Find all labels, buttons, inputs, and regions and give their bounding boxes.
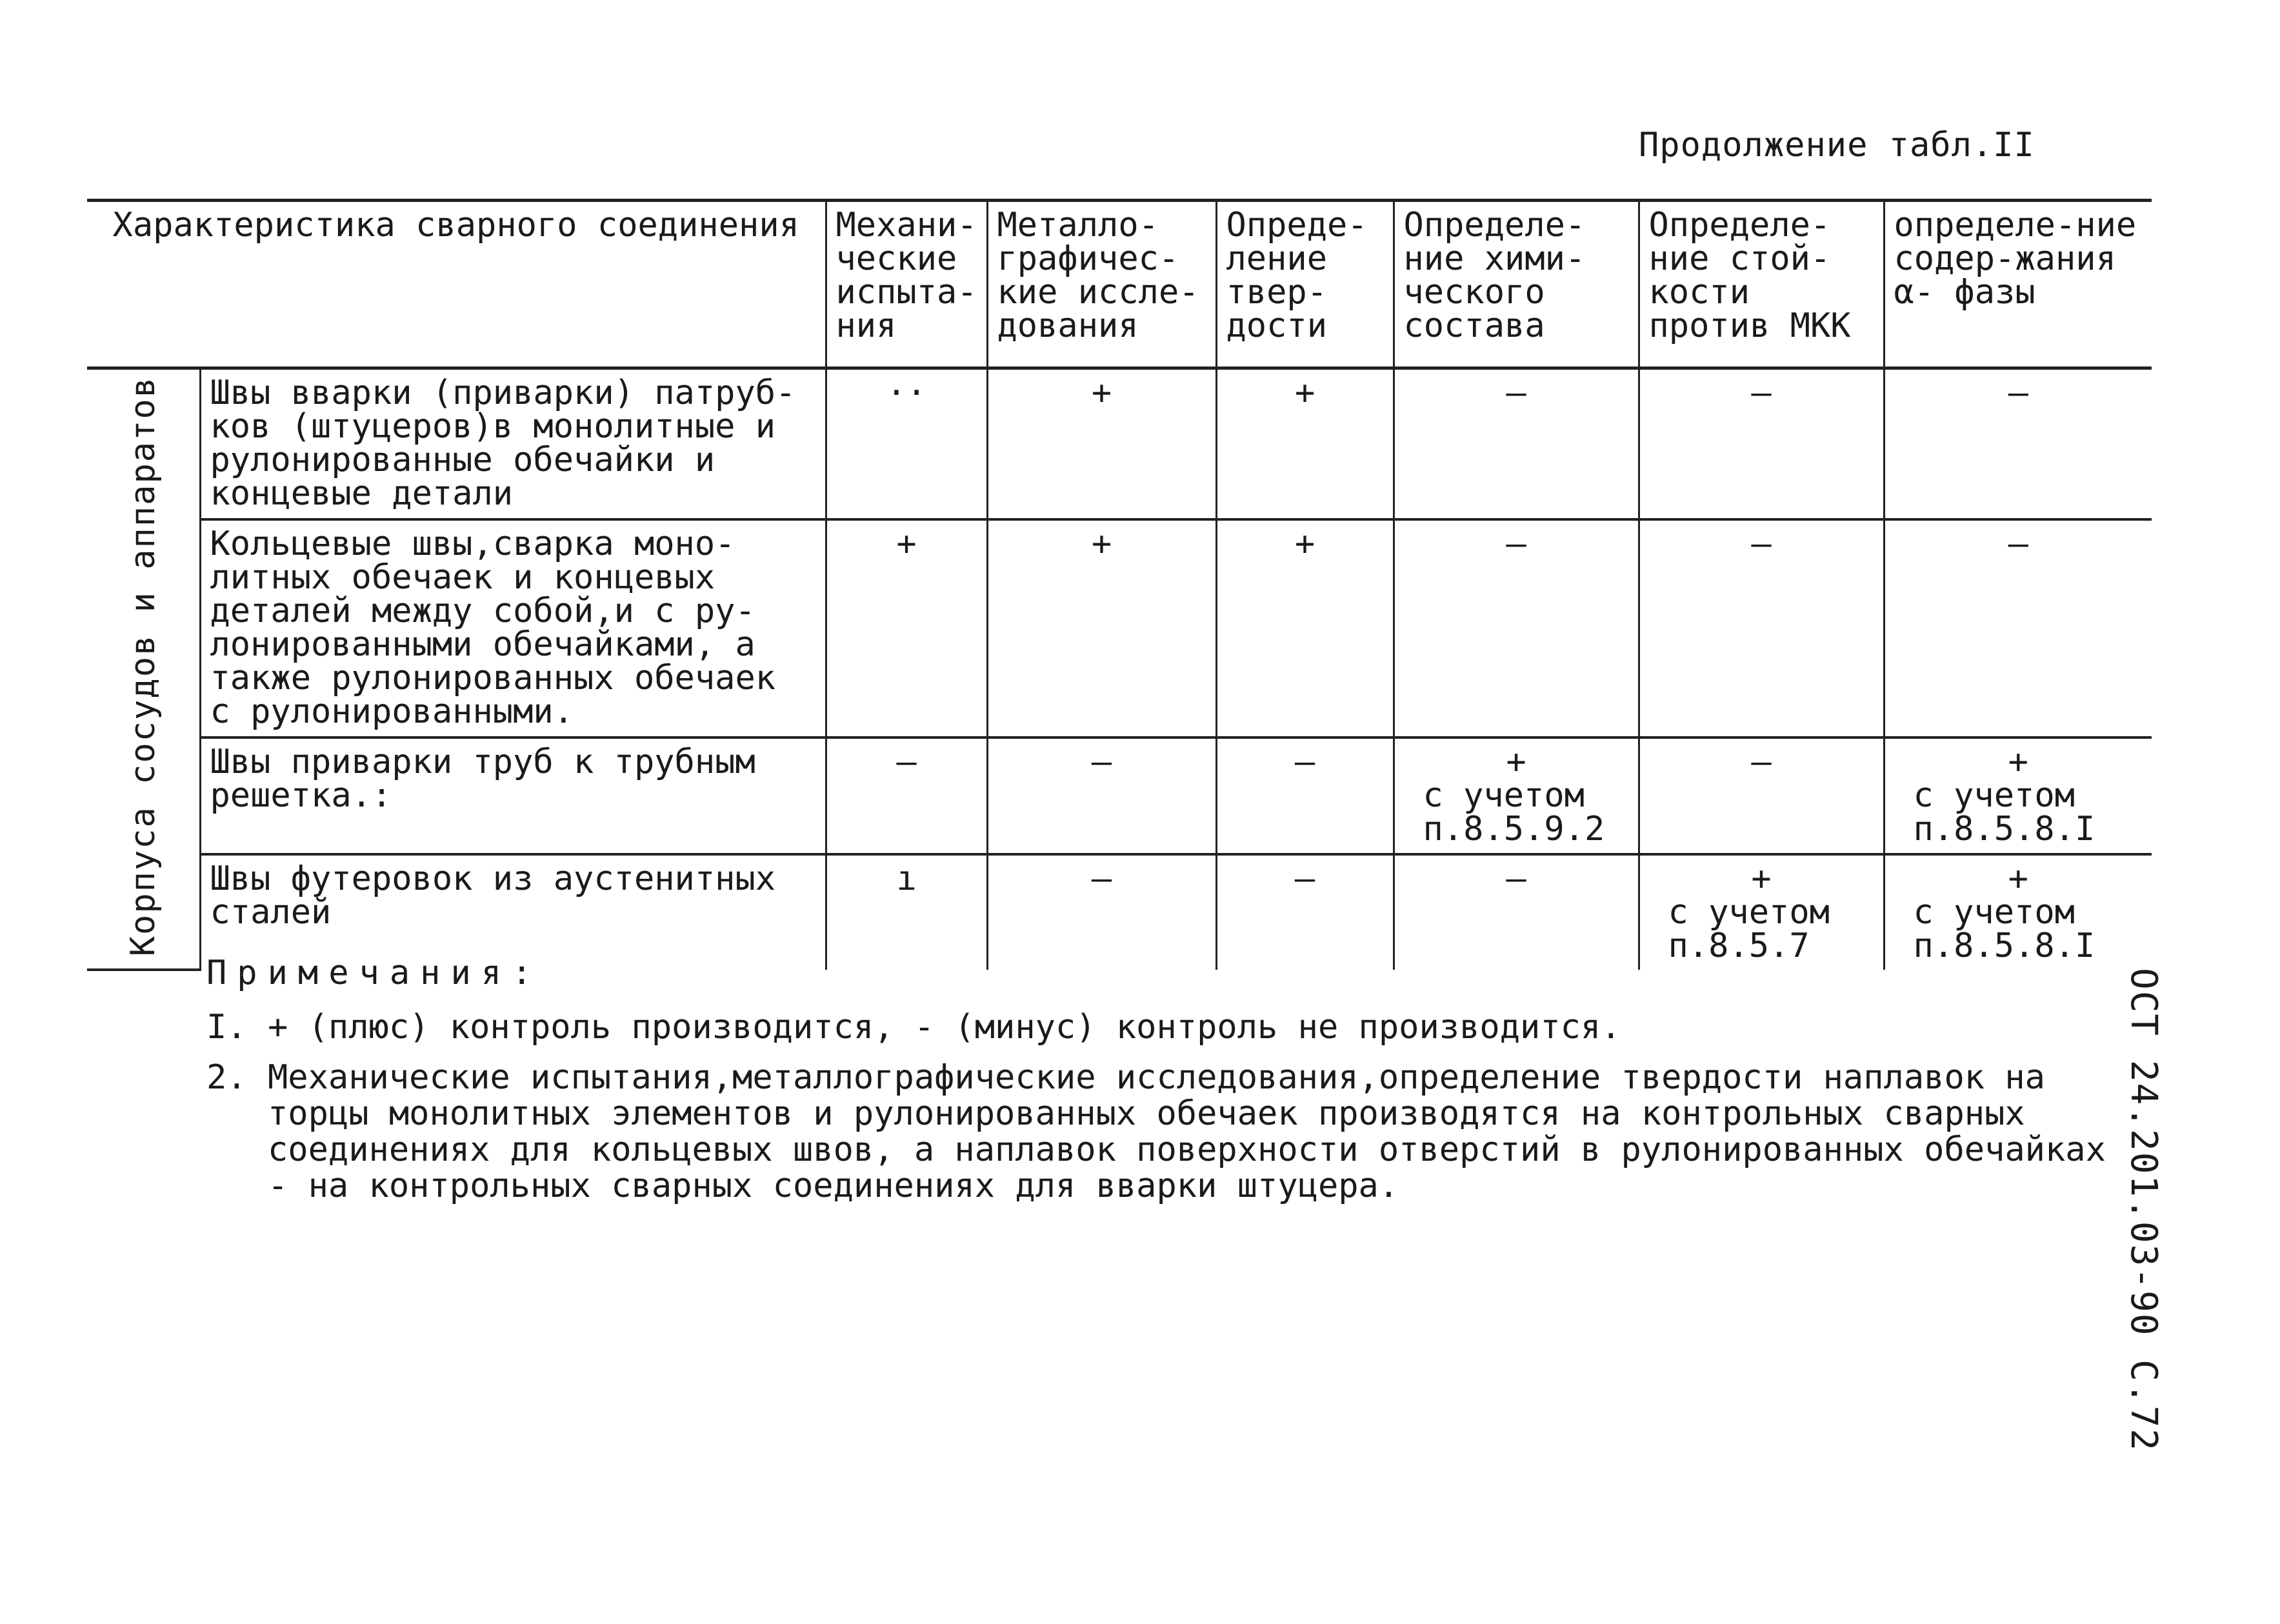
note-text: + (плюс) контроль производится, - (минус) контроль не производится. bbox=[268, 1008, 1621, 1047]
cell-mark: + bbox=[987, 519, 1216, 737]
cell-mark: – bbox=[1639, 368, 1884, 519]
cell-mark: + bbox=[826, 519, 987, 737]
cell-mark: + с учетом п.8.5.8.I bbox=[1884, 854, 2152, 970]
column-header-mkk: Определе-ние стой-кости против МКК bbox=[1639, 201, 1884, 368]
table-header-row bbox=[87, 201, 2152, 368]
table-row bbox=[87, 519, 2152, 737]
row-description: Швы футеровок из аустенитных сталей bbox=[200, 854, 826, 970]
row-description: Кольцевые швы,сварка моно-литных обечаек и концевых деталей между собой,и с ру-лонированными обечайками, а также рулонированных обечаек с рулонированными. bbox=[200, 519, 826, 737]
cell-mark: + bbox=[1216, 519, 1394, 737]
cell-mark: – bbox=[1394, 368, 1639, 519]
column-header-metallographic: Металло-графичес-кие иссле-дования bbox=[987, 201, 1216, 368]
table-row bbox=[87, 368, 2152, 519]
column-header-alpha-phase: определе-ние содер-жания α- фазы bbox=[1884, 201, 2152, 368]
row-group-label bbox=[87, 368, 200, 970]
note-number: I. bbox=[206, 1008, 247, 1047]
cell-mark: – bbox=[1394, 519, 1639, 737]
column-header-chemical: Определе-ние хими-ческого состава bbox=[1394, 201, 1639, 368]
note-item bbox=[206, 1009, 2142, 1045]
row-group-label-text: Корпуса сосудов и аппаратов bbox=[123, 376, 163, 957]
table-continuation-caption: Продолжение табл.II bbox=[1639, 126, 2035, 165]
cell-mark: + с учетом п.8.5.9.2 bbox=[1394, 737, 1639, 854]
cell-mark: – bbox=[1216, 854, 1394, 970]
requirements-table bbox=[87, 199, 2152, 971]
document-code: ОСТ 24.201.03-90 С.72 bbox=[2123, 968, 2165, 1452]
cell-mark: – bbox=[987, 737, 1216, 854]
column-header-mechanical-tests: Механи-ческие испыта-ния bbox=[826, 201, 987, 368]
cell-mark: — bbox=[1884, 368, 2152, 519]
cell-mark: – bbox=[1639, 737, 1884, 854]
note-text: Механические испытания,металлографические исследования,определение твердости наплавок на торцы монолитных элементов и рулонированных обечаек производятся на контрольных сварных соединениях для кольцевых швов, а наплавок поверхности отверстий в рулонированных обечайках - на контрольных сварных соединениях для вварки штуцера. bbox=[268, 1058, 2106, 1205]
cell-mark: ·· bbox=[826, 368, 987, 519]
cell-mark: + bbox=[987, 368, 1216, 519]
column-header-hardness: Опреде-ление твер-дости bbox=[1216, 201, 1394, 368]
cell-mark: – bbox=[1394, 854, 1639, 970]
column-header-characteristic: Характеристика сварного соединения bbox=[87, 201, 826, 368]
cell-mark: – bbox=[1639, 519, 1884, 737]
table-row bbox=[87, 854, 2152, 970]
cell-mark: – bbox=[1216, 737, 1394, 854]
cell-mark: ı bbox=[826, 854, 987, 970]
cell-mark: – bbox=[826, 737, 987, 854]
note-item bbox=[206, 1059, 2142, 1204]
cell-mark: + bbox=[1216, 368, 1394, 519]
cell-mark: + с учетом п.8.5.7 bbox=[1639, 854, 1884, 970]
row-description: Швы вварки (приварки) патруб-ков (штуцеров)в монолитные и рулонированные обечайки и концевые детали bbox=[200, 368, 826, 519]
table-row bbox=[87, 737, 2152, 854]
cell-mark: + с учетом п.8.5.8.I bbox=[1884, 737, 2152, 854]
notes-section bbox=[206, 955, 2142, 1218]
cell-mark: – bbox=[987, 854, 1216, 970]
note-number: 2. bbox=[206, 1058, 247, 1097]
notes-title: Примечания: bbox=[206, 954, 543, 992]
row-description: Швы приварки труб к трубным решетка.: bbox=[200, 737, 826, 854]
cell-mark: – bbox=[1884, 519, 2152, 737]
